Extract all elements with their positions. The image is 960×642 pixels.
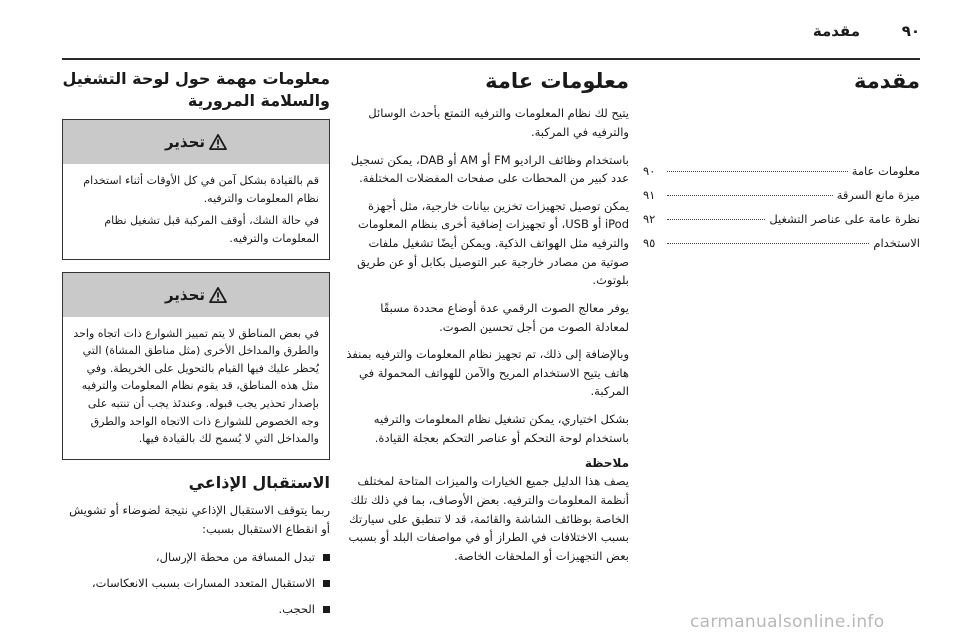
paragraph: يمكن توصيل تجهيزات تخزين بيانات خارجية، مثل أجهزة iPod أو USB، أو تجهيزات إضافية أخرى بنظام المعلومات والترفيه مثل الهواتف الذكية. ويمكن أيضًا تشغيل ملفات صوتية من مصادر خارجية عبر التوصيل بكابل أو عن طريق بلوتوث. <box>357 198 629 288</box>
header-title: مقدمة <box>812 22 860 40</box>
warning-triangle-icon <box>209 134 227 150</box>
paragraph: يتيح لك نظام المعلومات والترفيه التمتع بأحدث الوسائل والترفيه في المركبة. <box>368 106 629 139</box>
toc-entry-page: ٩٥ <box>643 236 656 251</box>
page-number: ٩٠ <box>901 22 920 40</box>
reception-heading: الاستقبال الإذاعي <box>188 472 330 492</box>
toc-entry-title: معلومات عامة <box>851 164 920 179</box>
toc-entry[interactable] <box>643 212 920 226</box>
toc-entry-title: نظرة عامة على عناصر التشغيل <box>769 212 920 227</box>
toc-entry-title: ميزة مانع السرقة <box>836 188 920 203</box>
toc-entry-page: ٩١ <box>643 188 656 203</box>
reception-causes-list <box>62 548 330 619</box>
toc-leader-dots <box>667 243 869 244</box>
list-item-text: تبدل المسافة من محطة الإرسال، <box>155 549 315 564</box>
note-title: ملاحظة <box>584 456 629 471</box>
general-info-column <box>344 68 629 574</box>
toc-leader-dots <box>667 219 765 220</box>
table-of-contents <box>643 164 920 250</box>
general-info-heading: معلومات عامة <box>485 69 629 93</box>
bullet-square-icon <box>323 554 330 561</box>
warning-text: في حالة الشك، أوقف المركبة قبل تشغيل نظام المعلومات والترفيه. <box>104 214 319 245</box>
safety-heading: معلومات مهمة حول لوحة التشغيل والسلامة المرورية <box>62 69 330 110</box>
bullet-square-icon <box>323 606 330 613</box>
list-item-text: الاستقبال المتعدد المسارات بسبب الانعكاسات، <box>91 575 315 590</box>
toc-entry[interactable] <box>643 236 920 250</box>
intro-column <box>643 68 920 260</box>
list-item <box>62 548 330 566</box>
toc-leader-dots <box>667 195 833 196</box>
toc-entry[interactable] <box>643 164 920 178</box>
toc-entry-page: ٩٢ <box>643 212 656 227</box>
toc-entry[interactable] <box>643 188 920 202</box>
warning-box <box>62 272 330 460</box>
header-divider <box>62 58 920 60</box>
list-item <box>62 574 330 592</box>
warning-text: قم بالقيادة بشكل آمن في كل الأوقات أثناء استخدام نظام المعلومات والترفيه. <box>83 174 319 205</box>
toc-leader-dots <box>667 171 848 172</box>
paragraph: وبالإضافة إلى ذلك، تم تجهيز نظام المعلومات والترفيه بمنفذ هاتف يتيح الاستخدام المريح والآمن للهواتف المحمولة في المركبة. <box>346 347 629 399</box>
warning-text: في بعض المناطق لا يتم تمييز الشوارع ذات اتجاه واحد والطرق والمداخل الأخرى (مثل مناطق المشاة) التي يُحظر عليك فيها القيام بالتحويل على الخريطة. وفي مثل هذه المناطق، قد يقوم نظام المعلومات والترفيه بإصدار تحذير يجب قبوله. وعندئذ يجب أن تنتبه على وجه الخصوص للشوارع ذات الاتجاه الواحد والطرق والمداخل التي لا يُسمح لك بالقيادة فيها. <box>73 326 319 446</box>
warning-content <box>63 164 329 258</box>
list-item-text: الحجب. <box>278 602 315 617</box>
bullet-square-icon <box>323 580 330 587</box>
warning-box <box>62 119 330 259</box>
warning-content <box>63 317 329 459</box>
warning-label: تحذير <box>164 133 206 152</box>
paragraph: بشكل اختياري، يمكن تشغيل نظام المعلومات والترفيه باستخدام لوحة التحكم أو عناصر التحكم بعجلة القيادة. <box>373 412 629 445</box>
warning-triangle-icon <box>209 287 227 303</box>
page-header <box>62 14 920 48</box>
watermark: carmanualsonline.info <box>690 612 885 632</box>
warning-header <box>63 273 329 317</box>
toc-entry-title: الاستخدام <box>873 236 920 251</box>
paragraph: باستخدام وظائف الراديو FM أو AM أو DAB، يمكن تسجيل عدد كبير من المحطات على صفحات المفضلات المختلفة. <box>350 152 629 186</box>
paragraph: يوفر معالج الصوت الرقمي عدة أوضاع محددة مسبقًا لمعادلة الصوت من أجل تحسين الصوت. <box>380 300 629 334</box>
warning-label: تحذير <box>164 285 206 304</box>
list-item <box>62 600 330 618</box>
warning-header <box>63 120 329 164</box>
note-text: يصف هذا الدليل جميع الخيارات والميزات المتاحة لمختلف أنظمة المعلومات والترفيه. بعض الأوصاف، بما في ذلك تلك الخاصة بوظائف الشاشة والقائمة، قد لا تنطبق على سيارتك بسبب الاختلافات في الطراز أو في مواصفات البلد أو بسبب بعض التجهيزات أو الملحقات الخاصة. <box>348 474 629 563</box>
reception-text: ربما يتوقف الاستقبال الإذاعي نتيجة لضوضاء أو تشويش أو انقطاع الاستقبال بسبب: <box>69 503 330 536</box>
intro-heading: مقدمة <box>854 69 920 93</box>
toc-entry-page: ٩٠ <box>643 164 656 179</box>
safety-column <box>62 68 330 627</box>
